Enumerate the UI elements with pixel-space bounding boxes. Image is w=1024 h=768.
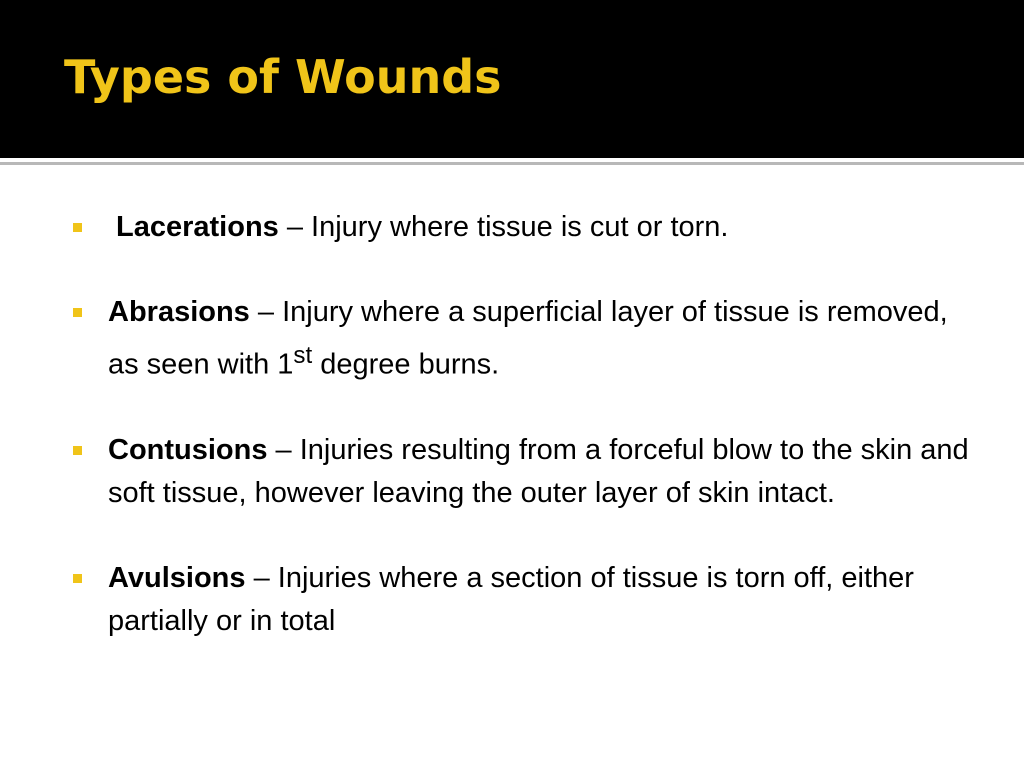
square-bullet-icon	[73, 223, 82, 232]
title-bar	[0, 0, 1024, 158]
bullet-item-lacerations	[70, 206, 970, 249]
bullet-item-contusions	[70, 429, 970, 515]
title-divider	[0, 158, 1024, 165]
bullet-term: Contusions	[108, 433, 268, 466]
slide-title: Types of Wounds	[64, 50, 502, 104]
bullet-description: – Injury where tissue is cut or torn.	[278, 211, 729, 243]
bullet-term: Avulsions	[108, 561, 246, 594]
bullet-description: – Injuries resulting from a forceful blow to the skin and soft tissue, however leaving the outer layer of skin intact.	[108, 433, 969, 509]
bullet-term: Lacerations	[116, 211, 279, 243]
ordinal-superscript: st	[293, 342, 313, 369]
square-bullet-icon	[73, 446, 82, 455]
square-bullet-icon	[73, 308, 82, 317]
square-bullet-icon	[73, 574, 82, 583]
bullet-item-avulsions	[70, 557, 970, 643]
bullet-description: – Injuries where a section of tissue is torn off, either partially or in total	[108, 561, 914, 637]
bullet-term: Abrasions	[108, 296, 250, 328]
bullet-item-abrasions	[70, 291, 970, 387]
bullet-description-continued: degree burns.	[312, 348, 500, 381]
bullet-list	[70, 206, 970, 685]
bullet-description: – Injury where a superficial layer of tissue is removed, as seen with 1	[108, 296, 948, 381]
